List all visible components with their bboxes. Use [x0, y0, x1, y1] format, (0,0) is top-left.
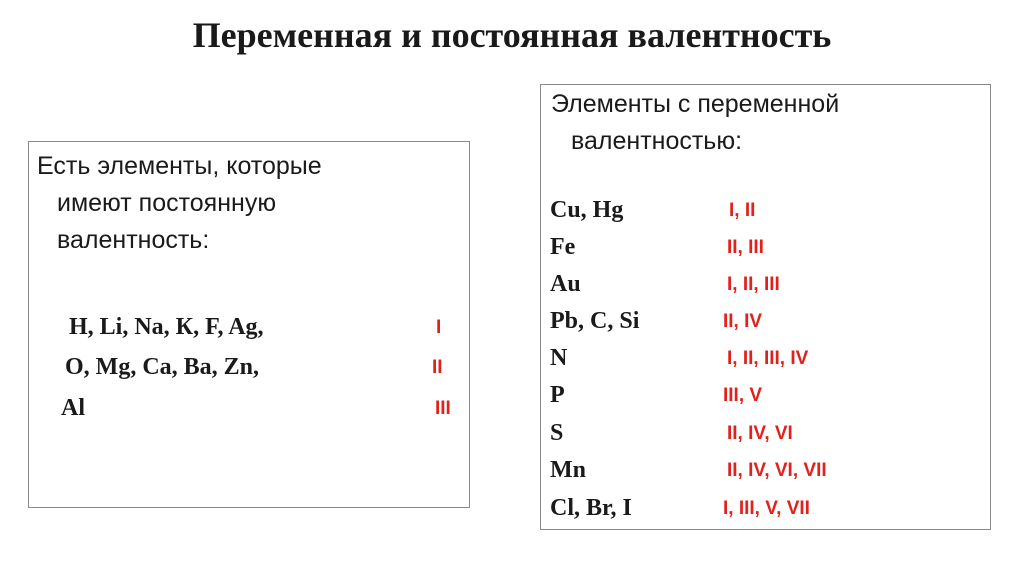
element-list: Cl, Br, I — [550, 495, 632, 521]
variable-valence-row — [550, 266, 970, 303]
element-list: Mn — [550, 457, 586, 483]
valence-value: II, IV, VI, VII — [727, 460, 827, 481]
element-list: S — [550, 420, 564, 446]
element-list: Cu, Hg — [550, 197, 624, 223]
element-list: Au — [550, 271, 581, 297]
valence-value: II, IV — [723, 311, 763, 332]
variable-valence-row — [550, 452, 970, 489]
constant-valence-row — [69, 309, 459, 346]
variable-valence-heading — [551, 86, 839, 160]
variable-valence-row — [550, 192, 970, 229]
element-list: P — [550, 382, 565, 408]
variable-valence-row — [550, 340, 970, 377]
valence-value: I, III, V, VII — [723, 498, 810, 519]
constant-valence-heading — [37, 148, 322, 259]
element-list: N — [550, 345, 568, 371]
valence-value: I, II — [729, 200, 756, 221]
element-list: O, Mg, Ca, Ba, Zn, — [65, 354, 260, 380]
valence-value: I — [436, 317, 442, 338]
valence-value: III, V — [723, 385, 763, 406]
constant-valence-box — [28, 141, 470, 508]
valence-value: II — [432, 357, 443, 378]
variable-valence-row — [550, 377, 970, 414]
element-list: H, Li, Na, К, F, Ag, — [69, 314, 264, 340]
variable-valence-row — [550, 229, 970, 266]
element-list: Pb, C, Si — [550, 308, 640, 334]
valence-value: I, II, III — [727, 274, 780, 295]
heading-line: Элементы с переменной — [551, 90, 840, 118]
element-list: Al — [61, 395, 85, 421]
heading-line: имеют постоянную — [57, 189, 277, 217]
valence-value: II, IV, VI — [727, 423, 793, 444]
valence-value: III — [435, 398, 451, 419]
variable-valence-row — [550, 415, 970, 452]
slide-title: Переменная и постоянная валентность — [192, 15, 832, 55]
constant-valence-row — [61, 390, 461, 427]
variable-valence-row — [550, 303, 970, 340]
element-list: Fe — [550, 234, 576, 260]
constant-valence-row — [65, 349, 459, 386]
variable-valence-row — [550, 490, 970, 527]
valence-value: II, III — [727, 237, 764, 258]
valence-value: I, II, III, IV — [727, 348, 809, 369]
heading-line: валентностью: — [571, 127, 743, 155]
variable-valence-box — [540, 84, 991, 530]
heading-line: валентность: — [57, 226, 210, 254]
heading-line: Есть элементы, которые — [37, 152, 322, 180]
